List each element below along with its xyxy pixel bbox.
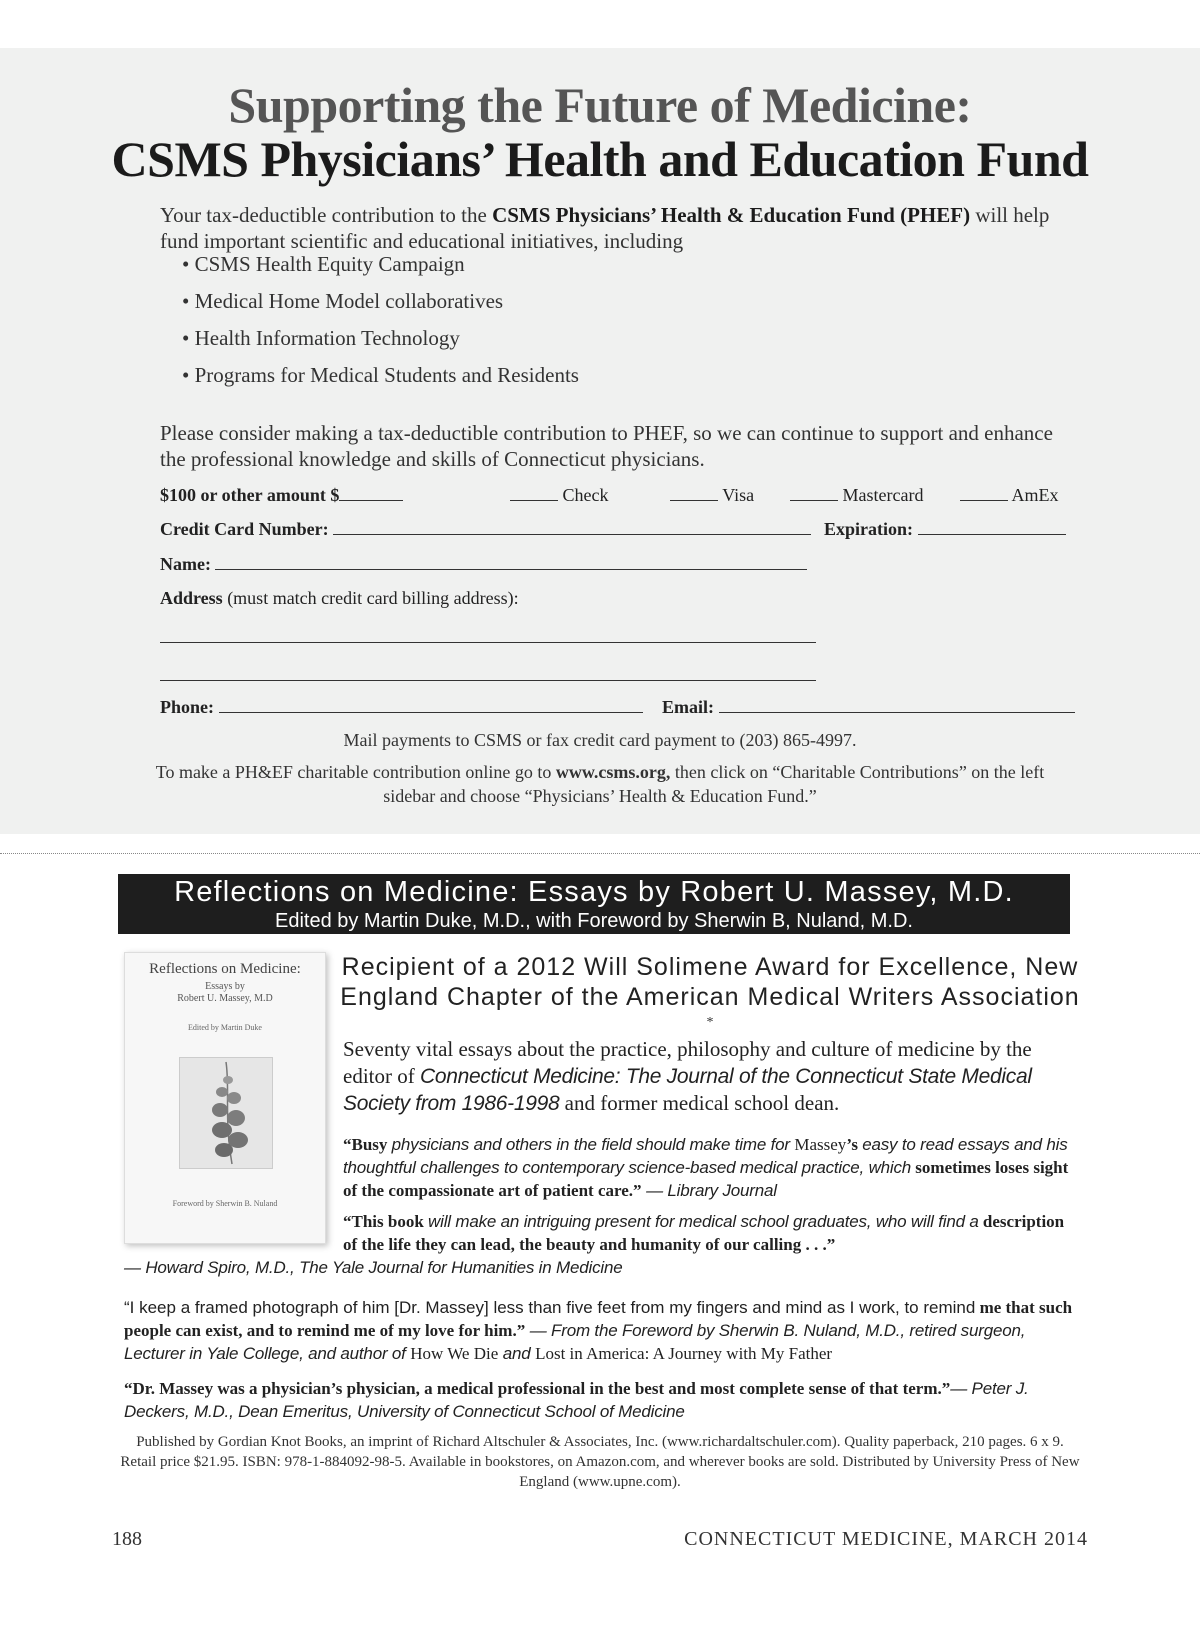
desc-text-end: and former medical school dean. [559, 1091, 840, 1115]
amex-option[interactable] [960, 484, 1059, 506]
mastercard-option[interactable] [790, 484, 923, 506]
bullet-item: • Programs for Medical Students and Residents [182, 363, 579, 387]
quote-bold: sometimes loses sight of the compassionate art of patient care.” [343, 1158, 1069, 1200]
quote-attribution: — Howard Spiro, M.D., The Yale Journal for Humanities in Medicine [124, 1258, 623, 1277]
mail-note: Mail payments to CSMS or fax credit card payment to (203) 865-4997. [343, 730, 857, 750]
foxglove-flower-illustration [179, 1057, 273, 1169]
cover-foreword: Foreword by Sherwin B. Nuland [172, 1199, 278, 1208]
book-title-how-we-die: How We Die [410, 1344, 499, 1363]
name-blank[interactable] [215, 553, 807, 570]
phone-label: Phone: [160, 697, 214, 717]
email-field[interactable] [662, 696, 1075, 718]
visa-label: Visa [722, 485, 755, 505]
expiration-label: Expiration: [824, 519, 914, 539]
address-label: Address [160, 588, 223, 608]
expiration-blank[interactable] [918, 518, 1066, 535]
online-text: To make a PH&EF charitable contribution online go to [155, 762, 556, 782]
intro-text: Your tax-deductible contribution to the [160, 203, 493, 227]
amount-label: $100 or other amount $ [160, 485, 340, 505]
card-number-label: Credit Card Number: [160, 519, 329, 539]
publisher-info: Published by Gordian Knot Books, an imprint of Richard Altschuler & Associates, Inc. (www.richardaltschuler.com). Quality paperback, 210 pages. 6 x 9. Retail price $21.95. ISBN: 978-1-884092-98-5. Available in bookstores, on Amazon.com, and wherever books are sold. Distributed by University Press of New England (www.upne.com). [120, 1434, 1080, 1490]
quote-bold: “This book [343, 1212, 429, 1231]
panel-title-line-1: Supporting the Future of Medicine: [228, 77, 972, 133]
review-quote-library-journal [343, 1133, 1073, 1202]
section-divider [0, 853, 1200, 854]
quote-attribution: — Library Journal [641, 1181, 777, 1200]
amex-label: AmEx [1011, 485, 1059, 505]
book-credits: Edited by Martin Duke, M.D., with Foreword by Sherwin B, Nuland, M.D. [274, 910, 913, 932]
address-note: (must match credit card billing address): [222, 588, 519, 608]
quote-attribution: — From the Foreword by Sherwin B. Nuland, M.D., retired surgeon, Lecturer in Yale College, and author of [124, 1321, 1026, 1363]
bullet-item: • Medical Home Model collaboratives [182, 289, 504, 313]
quote-bold: “Dr. Massey was a physician’s physician, a medical professional in the best and most complete sense of that term.” [124, 1379, 951, 1398]
panel-title-line-2: CSMS Physicians’ Health and Education Fund [111, 131, 1089, 187]
check-option[interactable] [510, 484, 608, 506]
quote-italic: and [498, 1344, 536, 1363]
quote-italic: will make an intriguing present for medical school graduates, who will find a [428, 1212, 979, 1231]
card-number-field[interactable] [160, 518, 811, 540]
quote-bold: description of the life they can lead, the beauty and humanity of our calling . . .” [343, 1212, 1065, 1254]
book-banner [118, 874, 1070, 934]
online-note [150, 760, 1050, 808]
email-label: Email: [662, 697, 714, 717]
address-line-1[interactable] [160, 642, 816, 643]
book-cover-image [124, 952, 326, 1244]
website-link[interactable]: www.csms.org, [555, 762, 671, 782]
visa-blank[interactable] [670, 484, 718, 501]
mastercard-blank[interactable] [790, 484, 838, 501]
donation-panel [0, 48, 1200, 834]
book-title-lost-in-america: Lost in America: A Journey with My Father [535, 1344, 833, 1363]
address-label-row [160, 588, 519, 609]
expiration-field[interactable] [824, 518, 1066, 540]
visa-option[interactable] [670, 484, 754, 506]
phone-field[interactable] [160, 696, 643, 718]
quote-italic: easy to read essays and his thoughtful challenges to contemporary science-based medical practice, which [343, 1135, 1068, 1177]
amount-field[interactable] [160, 484, 403, 506]
amount-blank[interactable] [339, 484, 403, 501]
fund-appeal: Please consider making a tax-deductible contribution to PHEF, so we can continue to support and enhance the professional knowledge and skills of Connecticut physicians. [160, 421, 1053, 471]
cover-author: Robert U. Massey, M.D [177, 993, 273, 1004]
quote-bold: “Busy [343, 1135, 392, 1154]
phone-blank[interactable] [219, 696, 643, 713]
running-footer: CONNECTICUT MEDICINE, MARCH 2014 [684, 1528, 1088, 1550]
desc-text: Seventy vital essays about the practice, philosophy and culture of medicine by the editor of [343, 1037, 1032, 1088]
online-text-end: then click on “Charitable Contributions” on the left sidebar and choose “Physicians’ Health & Education Fund.” [383, 762, 1045, 806]
cover-title: Reflections on Medicine: [149, 961, 301, 977]
bullet-item: • CSMS Health Equity Campaign [182, 252, 465, 276]
check-blank[interactable] [510, 484, 558, 501]
journal-title: Connecticut Medicine: The Journal of the Connecticut State Medical Society from 1986-1998 [343, 1065, 1032, 1115]
card-number-blank[interactable] [333, 518, 811, 535]
fund-intro [160, 202, 1060, 254]
book-description [343, 1036, 1073, 1117]
bullet-item: • Health Information Technology [182, 326, 460, 350]
quote-attribution-spiro [124, 1256, 1074, 1279]
page-number: 188 [112, 1528, 142, 1550]
review-quote-spiro [343, 1210, 1073, 1256]
mastercard-label: Mastercard [842, 485, 924, 505]
name-field[interactable] [160, 553, 807, 575]
email-blank[interactable] [719, 696, 1075, 713]
quote-sans: “I keep a framed photograph of him [Dr. Massey] less than five feet from my fingers and mind as I work, to remind [124, 1298, 976, 1317]
fund-name-bold: CSMS Physicians’ Health & Education Fund (PHEF) [492, 203, 971, 227]
quote-attribution: — Peter J. Deckers, M.D., Dean Emeritus, University of Connecticut School of Medicine [124, 1379, 1029, 1421]
award-separator: * [706, 1015, 714, 1030]
book-title: Reflections on Medicine: Essays by Robert U. Massey, M.D. [174, 876, 1014, 908]
review-quote-nuland [124, 1296, 1080, 1365]
intro-text-end: will help fund important scientific and educational initiatives, including [160, 203, 1050, 253]
quote-italic: physicians and others in the field should make time for [391, 1135, 795, 1154]
award-notice: Recipient of a 2012 Will Solimene Award for Excellence, New England Chapter of the American Medical Writers Association [340, 953, 1080, 1011]
quote-author-name: Massey [794, 1135, 847, 1154]
check-label: Check [562, 485, 609, 505]
cover-editor: Edited by Martin Duke [188, 1023, 262, 1032]
quote-bold: me that such people can exist, and to remind me of my love for him.” [124, 1298, 1073, 1340]
address-line-2[interactable] [160, 680, 816, 681]
name-label: Name: [160, 554, 211, 574]
cover-subtitle [125, 981, 325, 1005]
amex-blank[interactable] [960, 484, 1008, 501]
cover-subtitle-line: Essays by [205, 981, 245, 992]
quote-bold: ’s [846, 1135, 863, 1154]
review-quote-deckers [124, 1377, 1080, 1423]
